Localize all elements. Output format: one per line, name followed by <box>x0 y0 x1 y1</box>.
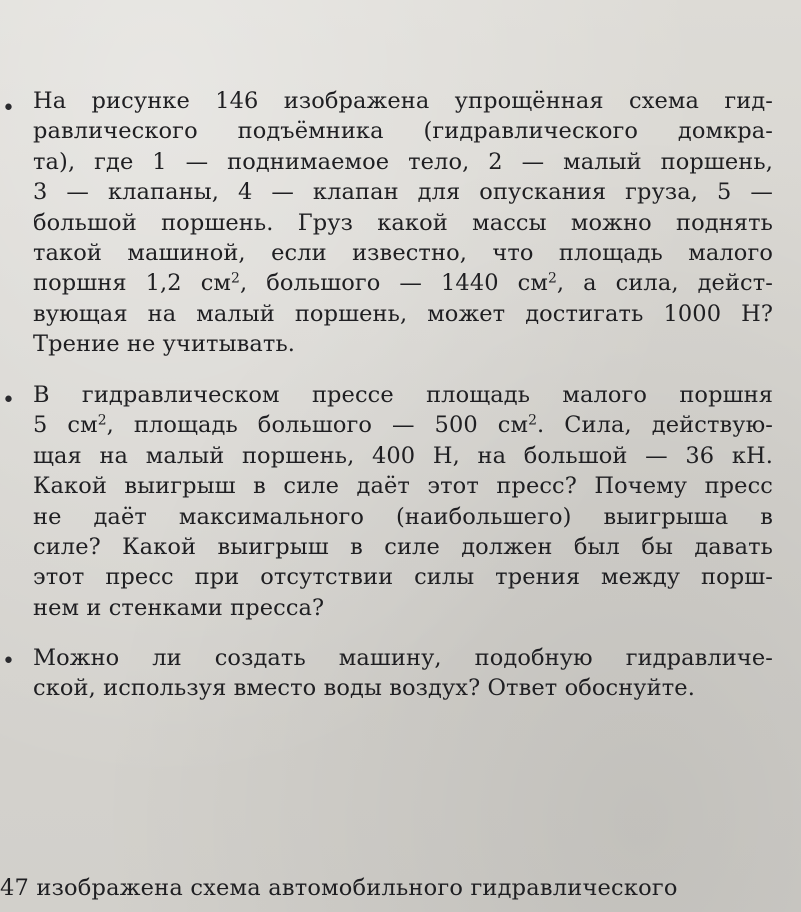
problem-bullet: • <box>2 96 15 121</box>
problem-3 <box>33 643 773 704</box>
problem-2-line: Какой выигрыш в силе даёт этот пресс? Почему пресс <box>33 473 773 500</box>
problem-2-line: не даёт максимального (наибольшего) выигрыша в <box>33 503 773 530</box>
problem-1-line: 3 — клапаны, 4 — клапан для опускания груза, 5 — <box>33 179 773 206</box>
problem-2-line: нем и стенками пресса? <box>33 594 325 621</box>
problem-2-line: В гидравлическом прессе площадь малого поршня <box>33 382 773 408</box>
problem-1-line: та), где 1 — поднимаемое тело, 2 — малый поршень, <box>33 148 773 175</box>
problem-1-line: большой поршень. Груз какой массы можно поднять <box>33 209 773 236</box>
problem-1-line: такой машиной, если известно, что площадь малого <box>33 240 773 267</box>
problem-3-line: Можно ли создать машину, подобную гидравличе- <box>33 645 773 671</box>
problem-1-line: вующая на малый поршень, может достигать 1000 Н? <box>33 300 773 327</box>
problem-2-line: этот пресс при отсутствии силы трения между порш- <box>33 564 773 591</box>
problem-2 <box>33 380 773 623</box>
problem-1-line: Трение не учитывать. <box>33 331 296 358</box>
problem-1-line: поршня 1,2 $см^2$, большого — 1440 $см^2$, а сила, дейст- <box>33 270 773 297</box>
problem-3-line: ской, используя вместо воды воздух? Ответ обоснуйте. <box>33 675 695 702</box>
problem-1-line: На рисунке 146 изображена упрощённая схема гид- <box>33 88 773 114</box>
problem-bullet: • <box>2 649 15 674</box>
problem-2-line: силе? Какой выигрыш в силе должен был бы давать <box>33 534 773 561</box>
problem-2-line: 5 $см^2$, площадь большого — 500 $см^2$. Сила, действую- <box>33 412 773 439</box>
problem-bullet: • <box>2 388 15 413</box>
next-problem-fragment: 47 изображена схема автомобильного гидравлического <box>0 875 678 901</box>
problem-1-line: равлического подъёмника (гидравлического домкра- <box>33 118 773 145</box>
problem-2-line: щая на малый поршень, 400 Н, на большой — 36 кН. <box>33 442 773 469</box>
problem-1 <box>33 86 773 360</box>
